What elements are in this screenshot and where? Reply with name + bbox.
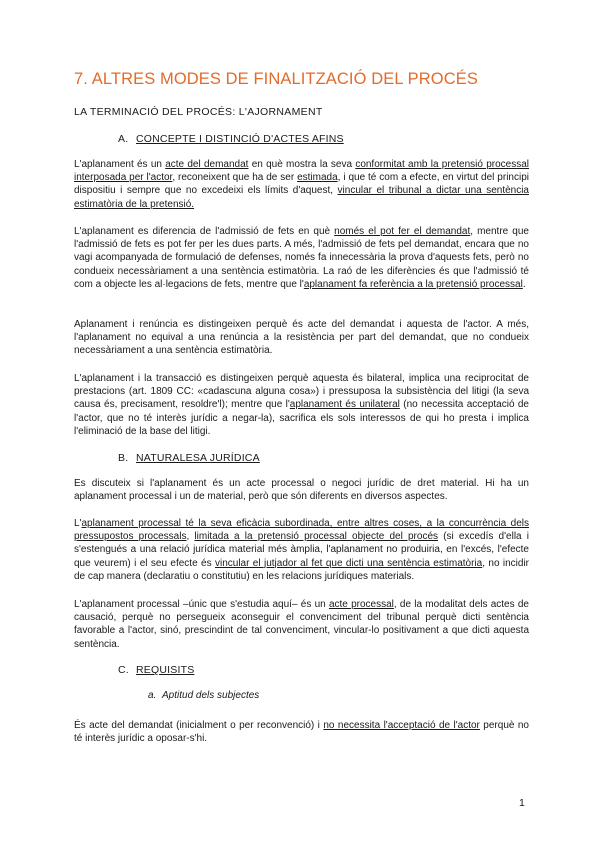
paragraph-definition: L'aplanament és un acte del demandat en què mostra la seva conformitat amb la pretensió processal interposada per l'actor, reconeixent que ha de ser estimada, i que té com a efecte, en virtut del principi dispositiu i sempre que no excedeixi els límits d'aquest, vincular el tribunal a dictar una sentència estimatòria de la pretensió. [74, 159, 529, 210]
heading-b [118, 452, 260, 464]
subheading-a [148, 690, 259, 701]
page-title: 7. ALTRES MODES DE FINALITZACIÓ DEL PROCÉS [74, 70, 478, 88]
paragraph-transaccio: L'aplanament i la transacció es distingeixen perquè aquesta és bilateral, implica una reciprocitat de prestacions (art. 1809 CC: «cadascuna alguna cosa») i pressuposa la subsistència del litigi (la seva causa és, precisament, resoldre'l); mentre que l'aplanament és unilateral (no necessita acceptació de l'actor, que no té interès jurídic a negar-la), sacrifica els sols interessos de qui ho presta i implica l'eliminació de la base del litigi. [74, 373, 529, 437]
heading-a-letter: A. [118, 133, 129, 145]
paragraph-aptitud: És acte del demandat (inicialment o per reconvenció) i no necessita l'acceptació de l'actor perquè no té interès jurídic a oposar-s'hi. [74, 720, 529, 745]
heading-a [118, 133, 344, 145]
page-number: 1 [519, 797, 525, 809]
paragraph-naturalesa: Es discuteix si l'aplanament és un acte processal o negoci jurídic de dret material. Hi ha un aplanament processal i un de material, però que són diferents en diversos aspectes. [74, 478, 529, 503]
heading-a-text: CONCEPTE I DISTINCIÓ D'ACTES AFINS [136, 133, 344, 145]
heading-b-text: NATURALESA JURÍDICA [136, 452, 260, 464]
heading-c-text: REQUISITS [136, 664, 195, 676]
heading-c [118, 664, 194, 676]
paragraph-acte-processal: L'aplanament processal –únic que s'estudia aquí– és un acte processal, de la modalitat dels actes de causació, perquè no persegueix aconseguir el convenciment del tribunal perquè dicti sentència favorable a l'actor, sinó, prescindint de tal convenciment, vincular-lo positivament a que dicti aquesta sentència. [74, 599, 529, 650]
heading-c-letter: C. [118, 664, 129, 676]
paragraph-renuncia: Aplanament i renúncia es distingeixen perquè és acte del demandat i aquesta de l'actor. A més, l'aplanament no equival a una renúncia a la resistència per part del demandat, que no condueix necessàriament a una sentència estimatòria. [74, 319, 529, 357]
subheading-a-letter: a. [148, 690, 157, 701]
paragraph-aplanament-processal: L'aplanament processal té la seva eficàcia subordinada, entre altres coses, a la concurrència dels pressupostos processals, limitada a la pretensió processal objecte del procés (si excedís d'ella i s'estengués a una relació jurídica material més àmplia, l'aplanament no produiria, en l'excés, l'efecte que veurem) i el seu efecte és vincular el jutjador al fet que dicti una sentència estimatòria, no incidir de cap manera (declaratiu o constitutiu) en les relacions jurídiques materials. [74, 518, 530, 582]
subheading-a-text: Aptitud dels subjectes [162, 690, 260, 701]
heading-b-letter: B. [118, 452, 129, 464]
section-subtitle: LA TERMINACIÓ DEL PROCÉS: L'AJORNAMENT [74, 106, 323, 118]
paragraph-admissio-fets: L'aplanament es diferencia de l'admissió de fets en què només el pot fer el demandat, mentre que l'admissió de fets es pot fer per les dues parts. A més, l'admissió de fets pel demandat, encara que no vagi acompanyada de formulació de defenses, només fa innecessària la prova d'aquests fets, però no condueix necessàriament a una sentència estimatòria. La raó de les diferències és que l'admissió té com a objecte les al·legacions de fets, mentre que l'aplanament fa referència a la pretensió processal. [74, 226, 529, 290]
